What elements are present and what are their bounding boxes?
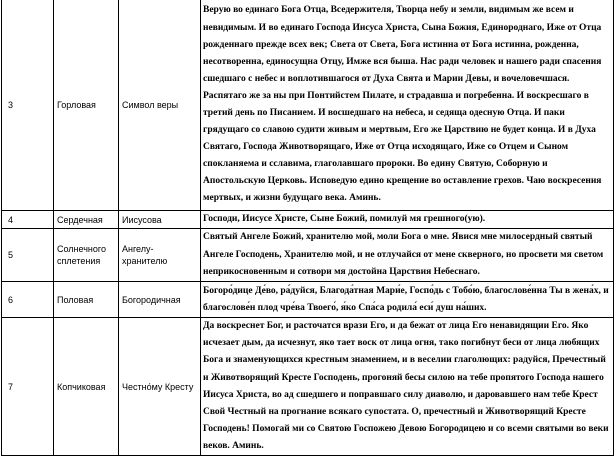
table-row: [2, 282, 614, 318]
table-row: [2, 229, 614, 282]
row-number: 6: [2, 282, 54, 318]
table-row: [2, 211, 614, 229]
chakra-name: Сердечная: [54, 211, 119, 229]
chakra-name: Половая: [54, 282, 119, 318]
prayer-text: Верую во единаго Бога Отца, Вседержителя, Творца небу и земли, видимым же всем и невидимым. И во единаго Господа Иисуса Христа, Сына Божия, Единороднаго, Иже от Отца рожденнаго прежде всех век; Света от Света, Бога истинна от Бога истинна, рожденна, несотворенна, единосущна Отцу, Имже вся быша. Нас ради человек и нашего ради спасения сшедшаго с небес и воплотившагося от Духа Свята и Марии Девы, и вочеловечшася. Распятаго же за ны при Понтийстем Пилате, и страдавша и погребенна. И воскресшаго в третий день по Писанием. И восшедшаго на небеса, и седяща одесную Отца. И паки грядущаго со славою судити живым и мертвым, Его же Царствию не будет конца. И в Духа Святаго, Господа Животворящаго, Иже от Отца исходящаго, Иже со Отцем и Сыном спокланяема и сславима, глаголавшаго пророки. Во едину Святую, Соборную и Апостольскую Церковь. Исповедую едино крещение во оставление грехов. Чаю воскресения мертвых, и жизни будущаго века. Аминь.: [201, 0, 614, 211]
row-number: 4: [2, 211, 54, 229]
prayer-name: Иисусова: [119, 211, 201, 229]
row-number: 7: [2, 318, 54, 456]
prayer-text: Да воскреснет Бог, и расточатся врази Его, и да бежат от лица Его ненавидящии Его. Яко исчезает дым, да исчезнут, яко тает воск от лица огня, тако погибнут беси от лица любящих Бога и знаменующихся крестным знамением, и в веселии глаголющих: радуйся, Пречестный и Животворящий Кресте Господень, прогоняй бесы силою на тебе пропятого Господа нашего Иисуса Христа, во ад сшедшего и поправшаго силу диаволю, и даровавшего нам тебе Крест Свой Честный на прогнание всякаго супостата. О, пречестный и Животворящий Кресте Господень! Помогай ми со Святою Госпожею Девою Богородицею и со всеми святыми во веки веков. Аминь.: [201, 318, 614, 456]
prayer-text: Господи, Иисусе Христе, Сыне Божий, помилуй мя грешного(ую).: [201, 211, 614, 229]
row-number: 3: [2, 0, 54, 211]
chakra-name: Солнечного сплетения: [54, 229, 119, 282]
chakra-prayer-table: [1, 0, 614, 456]
prayer-name: Ангелу-хранителю: [119, 229, 201, 282]
prayer-text: Святый Ангеле Божий, хранителю мой, моли Бога о мне. Явися мне милосердный святый Ангеле Господень, Хранителю мой, и не отлучайся от мене скверного, но просвети мя светом неприкосновенным и сотвори мя достойна Царствия Небеснаго.: [201, 229, 614, 282]
row-number: 5: [2, 229, 54, 282]
prayer-name: Символ веры: [119, 0, 201, 211]
prayer-text: Богоро́дице Де́во, ра́дуйся, Благода́тная Мари́е, Госпо́дь с Тобо́ю, благослове́нна Ты в жена́х, и благослове́н плод чре́ва Твоего́, я́ко Спа́са родила́ еси́ душ на́ших.: [201, 282, 614, 318]
chakra-name: Горловая: [54, 0, 119, 211]
prayer-name: Богородичная: [119, 282, 201, 318]
table-row: [2, 0, 614, 211]
prayer-name: Честно́му Кресту: [119, 318, 201, 456]
table-row: [2, 318, 614, 456]
chakra-name: Копчиковая: [54, 318, 119, 456]
